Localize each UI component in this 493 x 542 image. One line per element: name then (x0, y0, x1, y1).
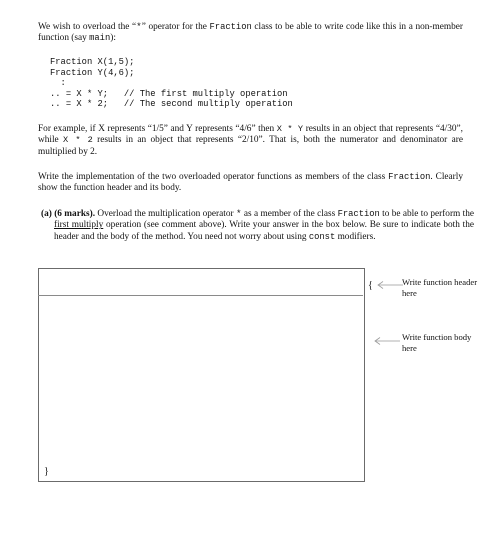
intro-text-a: We wish to overload the “ (38, 22, 137, 32)
part-a-text-d: operation (see comment above). Write your answer in the box below. Be sure to indicate both the header and the body of the method. You need not worry about using (54, 220, 474, 242)
intro-paragraph (38, 21, 463, 45)
task-text-a: Write the implementation of the two overloaded operator functions as members of the class (38, 172, 389, 182)
body-label: Write function body here (402, 332, 472, 353)
example-expr1: X * Y (276, 124, 304, 134)
body-arrow-icon (372, 336, 402, 346)
part-a-class-name: Fraction (337, 209, 380, 219)
task-class-name: Fraction (388, 172, 431, 182)
part-a-underlined: first multiply (54, 220, 104, 231)
part-a-label: (a) (6 marks). (41, 209, 96, 219)
example-expr2: X * 2 (63, 135, 93, 146)
part-a-const: const (308, 231, 336, 242)
intro-text-d: ): (110, 33, 116, 44)
intro-text-b: ” operator for the (141, 22, 210, 32)
part-a-paragraph (41, 208, 474, 243)
code-line: : (50, 78, 66, 89)
close-brace: } (44, 466, 49, 477)
intro-operator: * (136, 21, 142, 32)
intro-main: main (89, 33, 111, 44)
header-label: Write function header here (402, 277, 478, 298)
code-listing (50, 57, 293, 110)
code-line: .. = X * Y; // The first multiply operation (50, 88, 288, 99)
example-paragraph (38, 124, 463, 158)
code-line: Fraction X(1,5); (50, 57, 135, 67)
part-a-text-b: as a member of the class (241, 209, 338, 219)
part-a-text-a: Overload the multiplication operator (95, 209, 236, 219)
code-line: Fraction Y(4,6); (50, 67, 135, 78)
open-brace: { (368, 280, 373, 291)
task-text-b: . Clearly show the function header and its body. (38, 172, 463, 194)
part-a-text-c: to be able to perform the (379, 209, 475, 219)
example-text-a: For example, if X represents “1/5” and Y represents “4/6” then (38, 124, 277, 134)
header-divider (38, 295, 363, 296)
intro-class-name: Fraction (209, 22, 252, 32)
part-a-operator: * (235, 208, 242, 219)
answer-box[interactable] (38, 268, 365, 482)
task-paragraph (38, 172, 463, 195)
code-line: .. = X * 2; // The second multiply operation (50, 99, 293, 110)
example-text-c: results in an object that represents “2/10”. That is, both the numerator and denominator are multiplied by 2. (38, 135, 463, 157)
intro-text-c: class to be able to write code like this in a non-member function (say (38, 22, 463, 44)
header-arrow-icon (375, 280, 405, 290)
example-text-b: results in an object that represents “4/30”, while (38, 124, 463, 146)
part-a-text-e: modifiers. (335, 231, 376, 242)
